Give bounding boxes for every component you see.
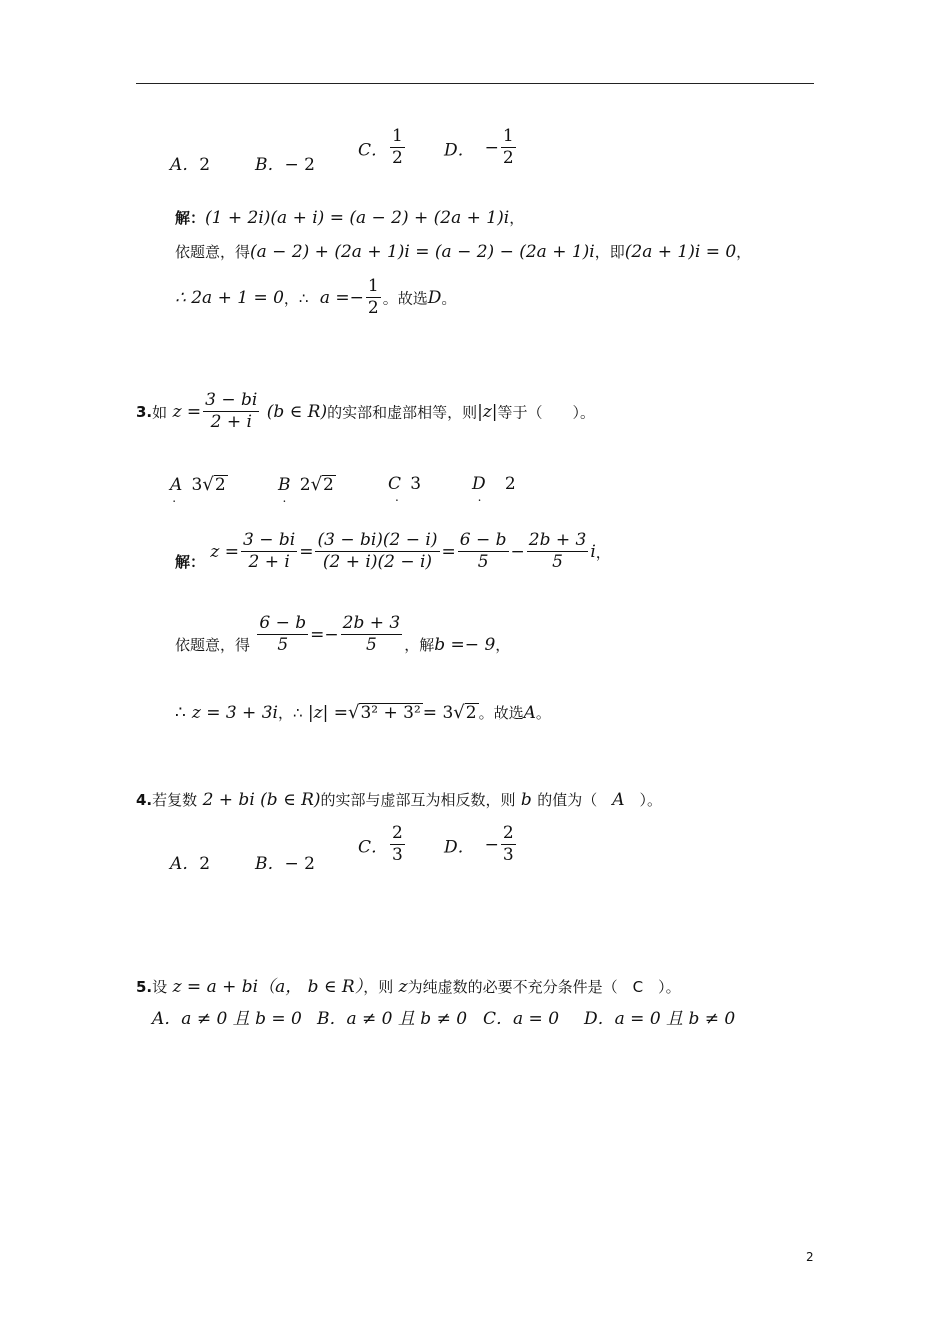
page-number: 2	[806, 1250, 814, 1264]
q4-question: 4.若复数 2 + bi (b ∈ R)的实部与虚部互为相反数，则 b 的值为（ A ）。	[136, 790, 663, 810]
q4-option-b: B．− 2	[255, 854, 315, 874]
q4-option-d: D． − $\frac{2}{3}$	[444, 823, 514, 866]
q5-question: 5.设 z = a + bi（a， b ∈ R），则 z为纯虚数的必要不充分条件是（ C ）。	[136, 977, 681, 997]
q3-option-a: $A_.$ 3√2	[170, 474, 226, 505]
q3-question: 3.如 z = $\frac{3 - bi}{2 + i}$ (b ∈ R)的实部和虚部相等，则|z|等于（ ）。	[136, 390, 596, 433]
q3-solution-line1: 解： z = $\frac{3 - bi}{2 + i}$ = $\frac{(3 - bi)(2 - i)}{(2 + i)(2 - i)}$ = $\frac{6 - b}{5}$ − $\frac{2b + 3}{5}$ i，	[175, 530, 611, 573]
q2-option-a: A．2	[170, 155, 211, 175]
q2-option-b: B．− 2	[255, 155, 315, 175]
q3-solution-line2: 依题意，得 $\frac{6 - b}{5}$ =− $\frac{2b + 3}{5}$ ，解b =− 9，	[175, 613, 511, 656]
q2-option-d: D． − $\frac{1}{2}$	[444, 126, 514, 169]
q2-option-c: C． $\frac{1}{2}$	[358, 126, 403, 169]
q3-option-c: $C_.$ 3	[388, 474, 422, 504]
q5-option-d: D．a = 0 且 b ≠ 0	[584, 1009, 736, 1029]
q4-option-c: C． $\frac{2}{3}$	[358, 823, 403, 866]
header-rule	[136, 83, 814, 84]
q2-solution-line3: ∴ 2a + 1 = 0，∴ a =− $\frac{1}{2}$ 。故选D。	[175, 276, 457, 319]
q4-option-a: A．2	[170, 854, 211, 874]
q5-option-c: C．a = 0	[483, 1009, 560, 1029]
q2-solution-line2: 依题意，得(a − 2) + (2a + 1)i = (a − 2) − (2a + 1)i，即(2a + 1)i = 0，	[175, 242, 752, 262]
q3-solution-line3: ∴ z = 3 + 3i，∴ |z| =√3² + 3² = 3√2 。故选A。	[175, 702, 551, 723]
q5-option-a: A．a ≠ 0 且 b = 0	[152, 1009, 302, 1029]
q3-option-b: $B_.$ 2√2	[278, 474, 334, 505]
q2-solution-line1: 解：(1 + 2i)(a + i) = (a − 2) + (2a + 1)i，	[175, 208, 525, 228]
q3-option-d: $D_.$ 2	[472, 474, 516, 504]
q5-option-b: B．a ≠ 0 且 b ≠ 0	[317, 1009, 468, 1029]
